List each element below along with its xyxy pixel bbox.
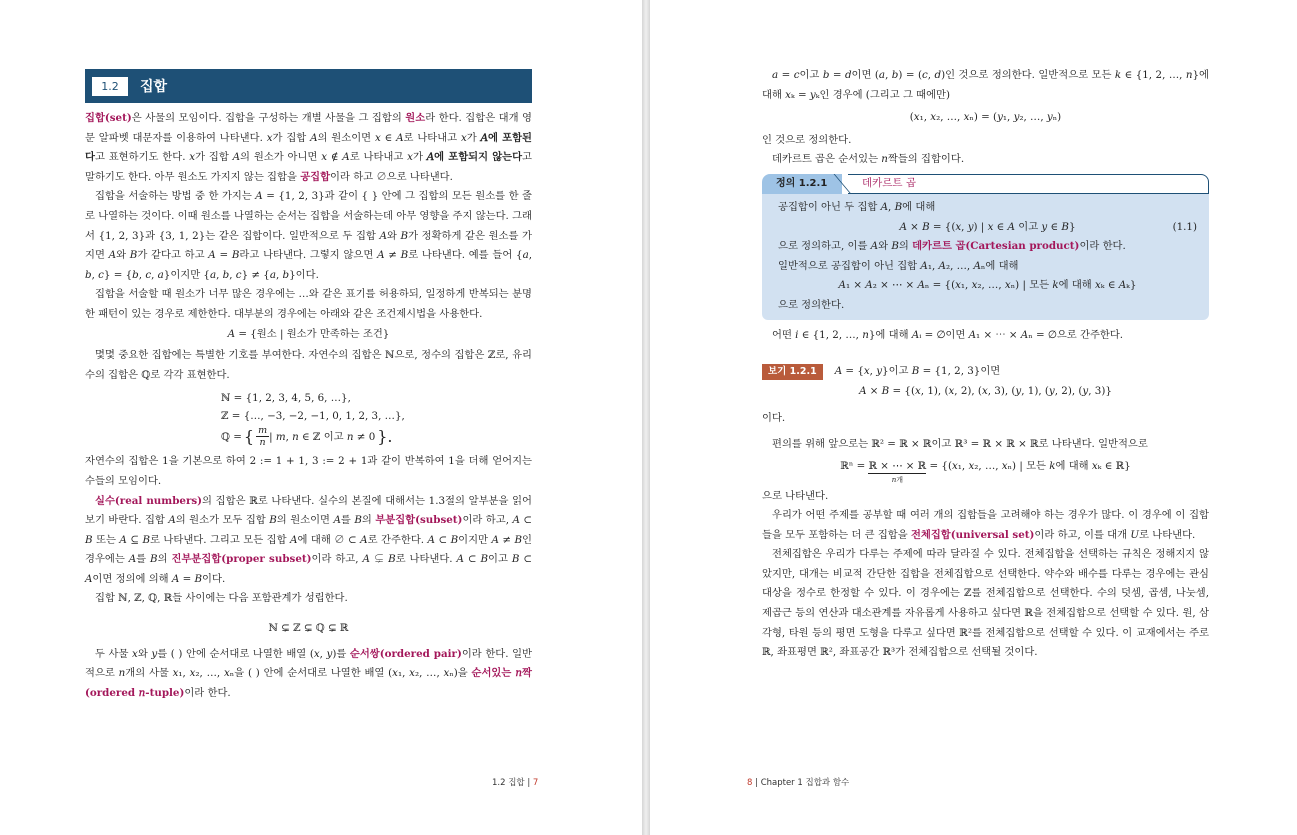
paragraph: 으로 나타낸다. (762, 489, 829, 502)
text: 이라 한다. (1079, 240, 1126, 253)
definition-label: 정의 1.2.1 (762, 174, 842, 194)
text: = {(𝑥₁, 𝑥₂, …, 𝑥ₙ) | 모든 𝑘에 대해 𝑥ₖ ∈ ℝ} (926, 459, 1131, 472)
equation: 𝐴 = {원소 | 원소가 만족하는 조건} (227, 327, 390, 340)
section-title: 집합 (140, 79, 168, 95)
paragraph: 데카르트 곱은 순서있는 𝑛짝들의 집합이다. (772, 153, 965, 166)
underbrace (868, 459, 927, 484)
equation-rn (762, 457, 1209, 487)
text: 이라 하고, 𝐴 ⊂ 𝐵 또는 𝐴 ⊆ 𝐵로 나타낸다. 그리고 모든 집합 𝐴에 대해 ∅ ⊂ 𝐴로 간주한다. 𝐴 ⊂ 𝐵이지만 𝐴 ≠ 𝐵인 경우에는 𝐴를 𝐵의 (85, 514, 532, 566)
example-label: 보기 1.2.1 (762, 364, 823, 380)
paragraph: 집합을 서술하는 방법 중 한 가지는 𝐴 = {1, 2, 3}과 같이 { } 안에 그 집합의 모든 원소를 한 줄로 나열하는 것이다. 이때 원소를 나열하는 순서는 집합을 서술하는데 아무 영향을 주지 않는다. 그래서 {1, 2, 3}과 {3, 1, 2}는 같은 집합이다. 일반적으로 두 집합 𝐴와 𝐵가 정확하게 같은 원소를 가지면 𝐴와 𝐵가 같다고 하고 𝐴 = 𝐵라고 나타낸다. 그렇지 않으면 𝐴 ≠ 𝐵로 나타낸다. 예를 들어 {𝑎, 𝑏, 𝑐} = {𝑏, 𝑐, 𝑎}이지만 {𝑎, 𝑏, 𝑐} ≠ {𝑎, 𝑏}이다. (85, 190, 532, 281)
section-header (85, 69, 532, 103)
text: 은 사물의 모임이다. 집합을 구성하는 개별 사물을 그 집합의 (131, 112, 406, 124)
text: 이라 하고, 이를 대개 𝑈로 나타낸다. (1034, 528, 1196, 541)
text: 으로 정의하고, 이를 𝐴와 𝐵의 (778, 240, 913, 253)
text: 이라 하고 ∅으로 나타낸다. (330, 170, 453, 183)
keyword: 집합(set) (85, 112, 132, 124)
paragraph: 집합을 서술할 때 원소가 너무 많은 경우에는 …와 같은 표기를 허용하되, 일정하게 반복되는 분명한 패턴이 있는 경우로 제한한다. 대부분의 경우에는 아래와 같은 조건제시법을 사용한다. (85, 288, 532, 320)
equation-naturals: ℕ = {1, 2, 3, 4, 5, 6, …}, (221, 392, 351, 405)
emphasis: 𝐴에 포함되지 않는다 (426, 151, 523, 164)
paragraph: 𝑎 = 𝑐이고 𝑏 = 𝑑이면 (𝑎, 𝑏) = (𝑐, 𝑑)인 것으로 정의한다. 일반적으로 모든 𝑘 ∈ {1, 2, …, 𝑛}에 대해 𝑥ₖ = 𝑦ₖ인 경우에 (그리고 그 때에만) (762, 69, 1209, 101)
text: ℚ = (221, 430, 242, 443)
brace: { (243, 426, 255, 446)
text: 고 말하기도 한다. 아무 원소도 가지지 않는 집합을 (85, 151, 532, 183)
equation-integers: ℤ = {…, −3, −2, −1, 0, 1, 2, 3, …}, (221, 410, 405, 423)
paragraph (85, 109, 532, 187)
denominator: 𝑛 (259, 437, 266, 449)
example-block (762, 362, 1209, 401)
def-equation (778, 218, 1197, 238)
def-line: 일반적으로 공집합이 아닌 집합 𝐴₁, 𝐴₂, …, 𝐴ₙ에 대해 (778, 259, 1019, 272)
text: 고 표현하기도 한다. 𝑥가 집합 𝐴의 원소가 아니면 𝑥 ∉ 𝐴로 나타내고 𝑥가 (94, 151, 427, 164)
footer-label: | Chapter 1 집합과 함수 (752, 778, 850, 788)
numerator: 𝑚 (258, 425, 268, 437)
paragraph (85, 492, 532, 590)
text: ℝ × ⋯ × ℝ (868, 459, 927, 472)
text: 의 집합은 ℝ로 나타낸다. 실수의 본질에 대해서는 1.3절의 알부분을 읽어보기 바란다. 집합 𝐴의 원소가 모두 집합 𝐵의 원소이면 𝐴를 𝐵의 (85, 494, 532, 527)
def-equation: 𝐴₁ × 𝐴₂ × ⋯ × 𝐴ₙ = {(𝑥₁, 𝑥₂, …, 𝑥ₙ) | 모든 𝑘에 대해 𝑥ₖ ∈ 𝐴ₖ} (838, 279, 1137, 292)
keyword: 전체집합(universal set) (910, 528, 1035, 541)
text: ℝⁿ = (840, 459, 869, 472)
page-number: 7 (532, 778, 539, 788)
equation: (𝑥₁, 𝑥₂, …, 𝑥ₙ) = (𝑦₁, 𝑦₂, …, 𝑦ₙ) (909, 111, 1062, 124)
text: 이라 하고, 𝐴 ⊊ 𝐵로 나타낸다. 𝐴 ⊂ 𝐵이고 𝐵 ⊂ 𝐴이면 정의에 의해 𝐴 = 𝐵이다. (85, 553, 532, 585)
keyword: 데카르트 곱(Cartesian product) (912, 240, 1080, 253)
paragraph: 전체집합은 우리가 다루는 주제에 따라 달라질 수 있다. 전체집합을 선택하는 규칙은 정해지지 않았지만, 대개는 비교적 간단한 집합을 전체집합으로 선택한다. 약수와 배수를 다루는 경우에는 관심 대상을 정수로 한정할 수 있다. 이 경우에는 ℤ를 전체집합으로 선택한다. 수의 덧셈, 곱셈, 나눗셈, 제곱근 등의 연산과 대소관계를 자유롭게 사용하고 싶다면 ℝ을 전체집합으로 선택할 수 있다. 원, 삼각형, 타원 등의 평면 도형을 다루고 싶다면 ℝ²를 전체집합으로 선택할 수 있다. 이 교재에서는 주로 ℝ, 좌표평면 ℝ², 좌표공간 ℝ³가 전체집합으로 선택될 것이다. (762, 548, 1209, 659)
example-line (762, 362, 1209, 382)
paragraph (85, 645, 532, 704)
page-number: 8 (747, 778, 753, 788)
text: 이라 한다. (184, 686, 231, 699)
equation-block (221, 389, 532, 448)
paragraph: 자연수의 집합은 1을 기본으로 하여 2 := 1 + 1, 3 := 2 + 1과 같이 반복하여 1을 더해 얻어지는 수들의 모임이다. (85, 455, 532, 487)
right-page (650, 0, 1297, 835)
paragraph: 어떤 𝑖 ∈ {1, 2, …, 𝑛}에 대해 𝐴ᵢ = ∅이면 𝐴₁ × ⋯ × 𝐴ₙ = ∅으로 간주한다. (772, 328, 1124, 341)
def-line: 으로 정의한다. (778, 298, 845, 311)
paragraph: 편의를 위해 앞으로는 ℝ² = ℝ × ℝ이고 ℝ³ = ℝ × ℝ × ℝ로 나타낸다. 일반적으로 (772, 437, 1148, 450)
def-line: 공집합이 아닌 두 집합 𝐴, 𝐵에 대해 (778, 200, 936, 213)
paragraph: 이다. (762, 412, 786, 425)
keyword: 순서있는 𝑛짝(ordered 𝑛-tuple) (85, 667, 532, 699)
definition-box (762, 174, 1209, 320)
text: 𝐴 = {𝑥, 𝑦}이고 𝐵 = {1, 2, 3}이면 (834, 365, 1001, 378)
paragraph: 몇몇 중요한 집합에는 특별한 기호를 부여한다. 자연수의 집합은 ℕ으로, 정수의 집합은 ℤ로, 유리수의 집합은 ℚ로 각각 표현한다. (85, 349, 532, 381)
page-footer (492, 776, 538, 788)
book-gutter (642, 0, 650, 835)
keyword: 진부분집합(proper subset) (171, 553, 312, 566)
definition-title: 데카르트 곱 (848, 174, 1209, 194)
right-column (762, 66, 1209, 663)
underbrace-note: 𝑛개 (891, 475, 903, 484)
example-equation: 𝐴 × 𝐵 = {(𝑥, 1), (𝑥, 2), (𝑥, 3), (𝑦, 1), (𝑦, 2), (𝑦, 3)} (859, 384, 1112, 397)
paragraph (762, 506, 1209, 545)
keyword: 실수(real numbers) (95, 494, 203, 507)
text: 우리가 어떤 주제를 공부할 때 여러 개의 집합들을 고려해야 하는 경우가 많다. 이 경우에 이 집합들을 모두 포함하는 더 큰 집합을 (762, 509, 1209, 541)
paragraph: 집합 ℕ, ℤ, ℚ, ℝ들 사이에는 다음 포함관계가 성립한다. (95, 592, 348, 605)
equation-number: (1.1) (1172, 220, 1197, 233)
definition-body (762, 194, 1209, 320)
text: 이라 한다. 일반적으로 𝑛개의 사물 𝑥₁, 𝑥₂, …, 𝑥ₙ을 ( ) 안에 순서대로 나열한 배열 (𝑥₁, 𝑥₂, …, 𝑥ₙ)을 (85, 647, 532, 680)
section-number: 1.2 (92, 77, 128, 96)
keyword: 원소 (405, 112, 426, 124)
fraction (256, 425, 269, 448)
brace: }. (377, 426, 393, 446)
equation-text: 𝐴 × 𝐵 = {(𝑥, 𝑦) | 𝑥 ∈ 𝐴 이고 𝑦 ∈ 𝐵} (899, 220, 1076, 233)
def-line (778, 237, 1197, 257)
equation-rationals (221, 425, 532, 448)
emphasis: 𝐴에 포함된다 (85, 131, 533, 164)
definition-header (762, 174, 1209, 194)
keyword: 공집합 (300, 170, 331, 183)
text: | 𝑚, 𝑛 ∈ ℤ 이고 𝑛 ≠ 0 (269, 430, 376, 443)
paragraph: 인 것으로 정의한다. (762, 133, 852, 146)
left-page (0, 0, 642, 835)
text: 라 한다. 집합은 대개 영문 알파벳 대문자를 이용하여 나타낸다. 𝑥가 집합 𝐴의 원소이면 𝑥 ∈ 𝐴로 나타내고 𝑥가 (85, 112, 532, 144)
keyword: 순서쌍(ordered pair) (349, 647, 462, 660)
footer-label: 1.2 집합 | (492, 778, 533, 788)
page-footer (747, 776, 849, 788)
left-column (85, 109, 532, 703)
text: 두 사물 𝑥와 𝑦를 ( ) 안에 순서대로 나열한 배열 (𝑥, 𝑦)를 (95, 647, 350, 660)
keyword: 부분집합(subset) (375, 514, 463, 527)
equation: ℕ ⊊ ℤ ⊊ ℚ ⊊ ℝ (268, 622, 349, 635)
